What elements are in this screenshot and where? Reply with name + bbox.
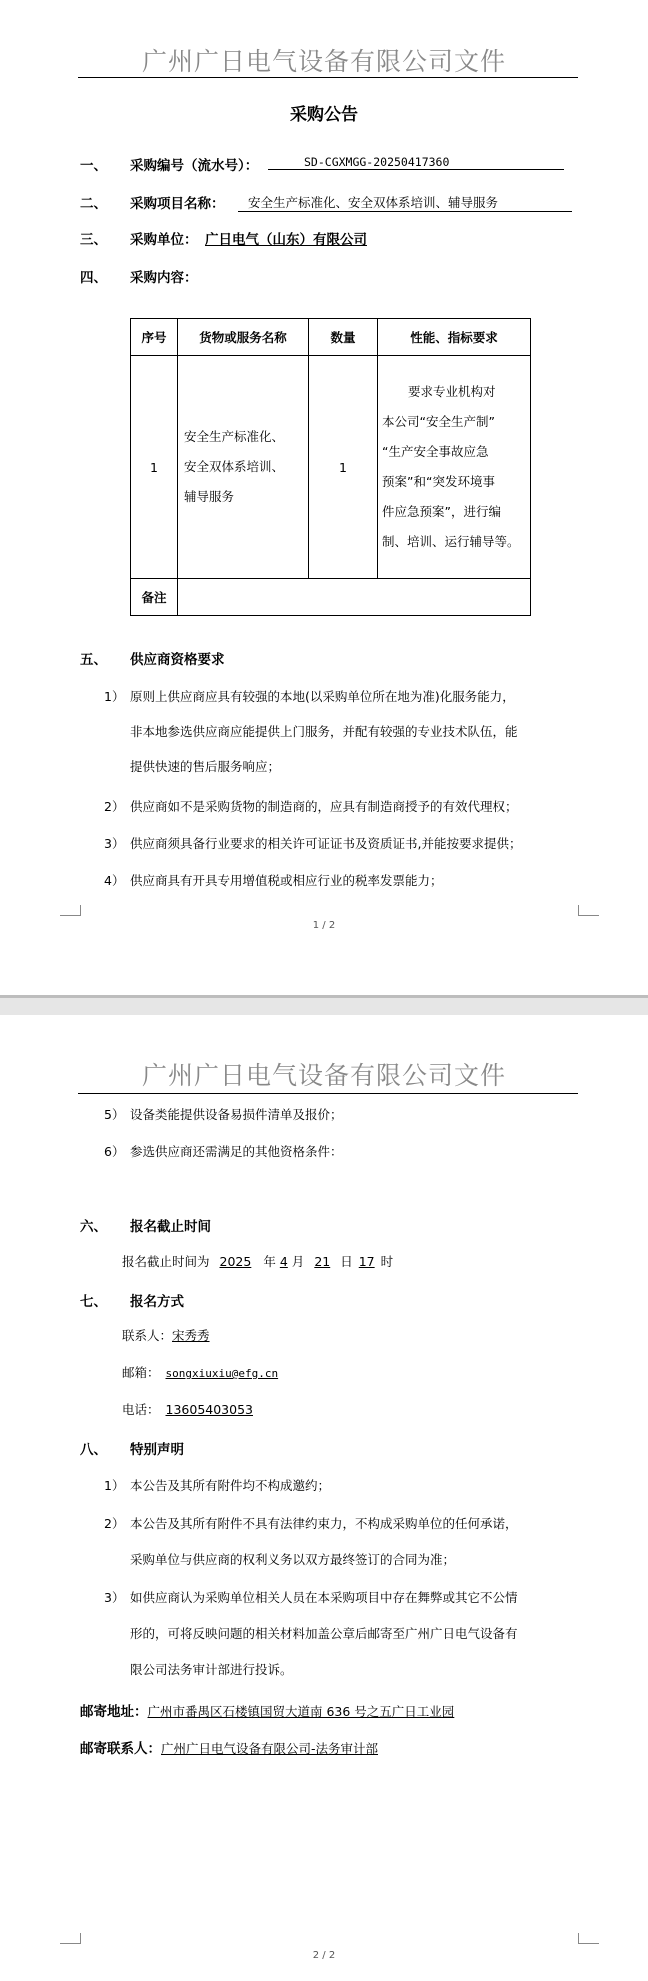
table-row: [131, 356, 531, 579]
contact-person: 宋秀秀: [172, 1328, 210, 1343]
qual-num: 4）: [104, 873, 125, 888]
mail-contact-label: 邮寄联系人：: [80, 1741, 161, 1757]
header-rule: [78, 77, 578, 78]
statement-num: 1）: [104, 1478, 125, 1493]
spec-line: 件应急预案”，进行编: [382, 504, 501, 519]
deadline-day: 21: [314, 1254, 331, 1269]
statement-line: 本公告及其所有附件均不构成邀约；: [130, 1478, 331, 1493]
section-1-num: 一、: [80, 158, 107, 174]
deadline-line: [122, 1252, 393, 1270]
section-4-label: 采购内容：: [130, 270, 198, 286]
mail-contact-value: 广州广日电气设备有限公司-法务审计部: [161, 1741, 379, 1756]
page-number: 1 / 2: [312, 920, 336, 931]
purchasing-unit: 广日电气（山东）有限公司: [205, 232, 367, 248]
section-3-num: 三、: [80, 232, 107, 248]
qual-line: 参选供应商还需满足的其他资格条件：: [130, 1144, 343, 1159]
mail-address-label: 邮寄地址：: [80, 1704, 148, 1720]
mail-address-value: 广州市番禺区石楼镇国贸大道南 636 号之五广日工业园: [147, 1704, 455, 1719]
header-rule: [78, 1093, 578, 1094]
spec-line: 本公司“安全生产制”: [382, 414, 495, 429]
remark-label: 备注: [131, 579, 178, 616]
section-3-label: 采购单位：: [130, 232, 198, 248]
section-6-label: 报名截止时间: [130, 1219, 211, 1235]
qual-num: 1）: [104, 689, 125, 704]
section-7-num: 七、: [80, 1294, 107, 1310]
item-name-line: 辅导服务: [184, 489, 235, 504]
statement-line: 如供应商认为采购单位相关人员在本采购项目中存在舞弊或其它不公情: [130, 1590, 518, 1605]
deadline-month: 4: [279, 1254, 288, 1269]
statement-num: 3）: [104, 1590, 125, 1605]
deadline-year-unit: 年: [263, 1254, 276, 1269]
spec-line: 制、培训、运行辅导等。: [382, 534, 520, 549]
table-header: 货物或服务名称: [178, 319, 309, 356]
deadline-hour-unit: 时: [380, 1254, 394, 1269]
procurement-number: SD-CGXMGG-20250417360: [268, 155, 564, 170]
section-2-label: 采购项目名称：: [130, 196, 225, 212]
contact-email: songxiuxiu@efg.cn: [165, 1367, 279, 1380]
contact-phone-label: 电话：: [122, 1402, 160, 1417]
deadline-prefix: 报名截止时间为: [122, 1254, 210, 1269]
spec-line: 预案”和“突发环境事: [382, 474, 495, 489]
section-6-num: 六、: [80, 1219, 107, 1235]
deadline-month-unit: 月: [291, 1254, 305, 1269]
qual-line: 供应商如不是采购货物的制造商的，应具有制造商授予的有效代理权；: [130, 799, 518, 814]
deadline-hour: 17: [358, 1254, 375, 1269]
row-spec: [378, 356, 531, 579]
qual-line: 供应商须具备行业要求的相关许可证证书及资质证书,并能按要求提供；: [130, 836, 522, 851]
mail-contact-row: [80, 1737, 378, 1757]
table-header: 序号: [131, 319, 178, 356]
contact-email-row: [122, 1363, 316, 1381]
mail-address-row: [80, 1700, 454, 1720]
qual-num: 3）: [104, 836, 125, 851]
section-7-label: 报名方式: [130, 1294, 184, 1310]
section-5-label: 供应商资格要求: [130, 652, 225, 668]
item-name-line: 安全生产标准化、: [184, 429, 285, 444]
section-8-num: 八、: [80, 1442, 107, 1458]
section-2-num: 二、: [80, 196, 107, 212]
procurement-table: [130, 318, 531, 616]
page-corner-mark: [60, 1933, 81, 1944]
section-8-label: 特别声明: [130, 1442, 184, 1458]
company-header: 广州广日电气设备有限公司文件: [141, 1061, 506, 1090]
contact-phone-row: [122, 1400, 316, 1418]
spec-line: “生产安全事故应急: [382, 444, 489, 459]
company-header: 广州广日电气设备有限公司文件: [141, 47, 506, 76]
table-remark-row: [131, 579, 531, 616]
qual-line: 提供快速的售后服务响应；: [130, 759, 281, 774]
table-header-row: [131, 319, 531, 356]
row-quantity: 1: [309, 356, 378, 579]
statement-num: 2）: [104, 1516, 125, 1531]
statement-line: 本公告及其所有附件不具有法律约束力，不构成采购单位的任何承诺，: [130, 1516, 518, 1531]
deadline-day-unit: 日: [340, 1254, 353, 1269]
qual-line: 非本地参选供应商应能提供上门服务，并配有较强的专业技术队伍，能: [130, 724, 518, 739]
remark-value: [178, 579, 531, 616]
page-gap: [0, 995, 648, 1015]
page-number: 2 / 2: [312, 1950, 336, 1961]
page-2: [0, 1015, 648, 1981]
row-index: 1: [131, 356, 178, 579]
qual-num: 6）: [104, 1144, 125, 1159]
table-header: 性能、指标要求: [378, 319, 531, 356]
deadline-year: 2025: [219, 1254, 252, 1269]
page-corner-mark: [60, 905, 81, 916]
contact-person-row: [122, 1326, 266, 1344]
section-5-num: 五、: [80, 652, 107, 668]
spec-line: 要求专业机构对: [408, 384, 496, 399]
statement-line: 限公司法务审计部进行投诉。: [130, 1662, 293, 1677]
contact-person-label: 联系人：: [122, 1328, 173, 1343]
page-corner-mark: [578, 905, 599, 916]
project-name: 安全生产标准化、安全双体系培训、辅导服务: [238, 193, 572, 212]
page-corner-mark: [578, 1933, 599, 1944]
page-gap-rule: [0, 995, 648, 998]
qual-line: 供应商具有开具专用增值税或相应行业的税率发票能力；: [130, 873, 443, 888]
row-item-name: [178, 356, 309, 579]
qual-line: 原则上供应商应具有较强的本地(以采购单位所在地为准)化服务能力，: [130, 689, 515, 704]
contact-phone: 13605403053: [165, 1402, 253, 1417]
section-1-label: 采购编号（流水号）：: [130, 158, 259, 174]
item-name-line: 安全双体系培训、: [184, 459, 285, 474]
qual-num: 5）: [104, 1107, 125, 1122]
table-header: 数量: [309, 319, 378, 356]
section-4-num: 四、: [80, 270, 107, 286]
statement-line: 采购单位与供应商的权利义务以双方最终签订的合同为准；: [130, 1552, 456, 1567]
statement-line: 形的，可将反映问题的相关材料加盖公章后邮寄至广州广日电气设备有: [130, 1626, 518, 1641]
qual-num: 2）: [104, 799, 125, 814]
qual-line: 设备类能提供设备易损件清单及报价；: [130, 1107, 343, 1122]
contact-email-label: 邮箱：: [122, 1365, 160, 1380]
doc-title: 采购公告: [290, 105, 358, 125]
